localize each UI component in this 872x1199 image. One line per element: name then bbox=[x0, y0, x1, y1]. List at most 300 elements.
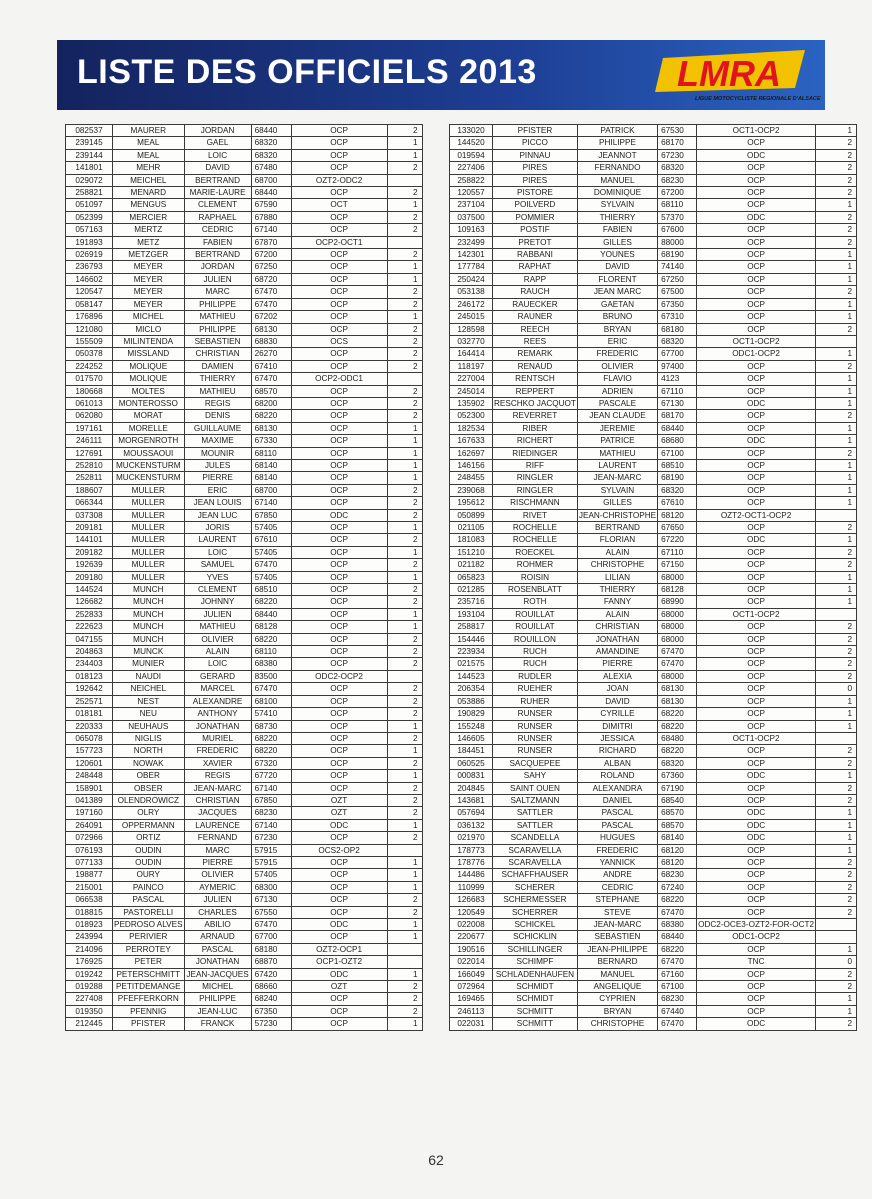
table-row bbox=[66, 683, 423, 695]
first-name-cell: FLORENT bbox=[577, 273, 657, 285]
first-name-cell: BERTRAND bbox=[577, 522, 657, 534]
table-row bbox=[450, 286, 857, 298]
function-code-cell: OCP bbox=[697, 497, 816, 509]
table-row bbox=[450, 224, 857, 236]
postal-code-cell: 68130 bbox=[658, 695, 697, 707]
postal-code-cell: 68570 bbox=[251, 385, 291, 397]
last-name-cell: RINGLER bbox=[493, 472, 578, 484]
postal-code-cell: 67470 bbox=[251, 298, 291, 310]
last-name-cell: SCHERRER bbox=[493, 906, 578, 918]
function-code-cell: OCP bbox=[291, 881, 387, 893]
license-number-cell: 135902 bbox=[450, 397, 493, 409]
postal-code-cell: 68170 bbox=[658, 410, 697, 422]
postal-code-cell: 67470 bbox=[658, 956, 697, 968]
last-name-cell: MORAT bbox=[113, 410, 185, 422]
postal-code-cell: 68440 bbox=[251, 187, 291, 199]
last-name-cell: RENTSCH bbox=[493, 373, 578, 385]
level-cell: 1 bbox=[387, 571, 422, 583]
level-cell: 1 bbox=[387, 819, 422, 831]
table-row bbox=[66, 236, 423, 248]
license-number-cell: 258817 bbox=[450, 621, 493, 633]
function-code-cell: ODC bbox=[697, 534, 816, 546]
level-cell: 2 bbox=[387, 807, 422, 819]
postal-code-cell: 67470 bbox=[251, 919, 291, 931]
last-name-cell: ROUILLAT bbox=[493, 608, 578, 620]
postal-code-cell: 68220 bbox=[251, 633, 291, 645]
table-row bbox=[450, 447, 857, 459]
lmra-logo bbox=[655, 48, 821, 104]
postal-code-cell: 68320 bbox=[658, 335, 697, 347]
level-cell: 2 bbox=[387, 348, 422, 360]
page-title: LISTE DES OFFICIELS 2013 bbox=[77, 53, 537, 91]
function-code-cell: OCP bbox=[291, 273, 387, 285]
license-number-cell: 222623 bbox=[66, 621, 113, 633]
level-cell: 2 bbox=[387, 993, 422, 1005]
function-code-cell: OCP bbox=[291, 894, 387, 906]
license-number-cell: 227406 bbox=[450, 162, 493, 174]
license-number-cell: 032770 bbox=[450, 335, 493, 347]
table-row bbox=[450, 236, 857, 248]
level-cell: 1 bbox=[387, 435, 422, 447]
license-number-cell: 250424 bbox=[450, 273, 493, 285]
postal-code-cell: 67700 bbox=[251, 931, 291, 943]
license-number-cell: 191893 bbox=[66, 236, 113, 248]
license-number-cell: 246113 bbox=[450, 1005, 493, 1017]
license-number-cell: 224252 bbox=[66, 360, 113, 372]
license-number-cell: 151210 bbox=[450, 546, 493, 558]
first-name-cell: ALEXANDRE bbox=[184, 695, 251, 707]
table-row bbox=[66, 646, 423, 658]
level-cell: 2 bbox=[816, 224, 857, 236]
license-number-cell: 128598 bbox=[450, 323, 493, 335]
table-row bbox=[450, 894, 857, 906]
postal-code-cell: 67230 bbox=[658, 149, 697, 161]
table-row bbox=[450, 1005, 857, 1017]
first-name-cell: FERNANDO bbox=[577, 162, 657, 174]
level-cell: 1 bbox=[387, 881, 422, 893]
level-cell: 2 bbox=[816, 447, 857, 459]
first-name-cell: JONATHAN bbox=[184, 720, 251, 732]
license-number-cell: 126682 bbox=[66, 596, 113, 608]
last-name-cell: SCHMIDT bbox=[493, 981, 578, 993]
last-name-cell: REVERRET bbox=[493, 410, 578, 422]
postal-code-cell: 67470 bbox=[251, 559, 291, 571]
table-row bbox=[66, 249, 423, 261]
last-name-cell: RUCH bbox=[493, 658, 578, 670]
first-name-cell: DAMIEN bbox=[184, 360, 251, 372]
last-name-cell: SCARAVELLA bbox=[493, 856, 578, 868]
license-number-cell: 066344 bbox=[66, 497, 113, 509]
first-name-cell: SEBASTIEN bbox=[184, 335, 251, 347]
level-cell: 2 bbox=[816, 522, 857, 534]
first-name-cell: ALEXANDRA bbox=[577, 782, 657, 794]
license-number-cell: 144524 bbox=[66, 584, 113, 596]
last-name-cell: POSTIF bbox=[493, 224, 578, 236]
postal-code-cell: 67160 bbox=[658, 968, 697, 980]
table-row bbox=[450, 956, 857, 968]
level-cell bbox=[387, 174, 422, 186]
last-name-cell: MILINTENDA bbox=[113, 335, 185, 347]
license-number-cell: 121080 bbox=[66, 323, 113, 335]
postal-code-cell: 67130 bbox=[251, 894, 291, 906]
function-code-cell: OCP bbox=[697, 633, 816, 645]
function-code-cell: OCP bbox=[291, 695, 387, 707]
postal-code-cell: 67550 bbox=[251, 906, 291, 918]
first-name-cell: CEDRIC bbox=[577, 881, 657, 893]
function-code-cell: OCP bbox=[697, 968, 816, 980]
table-row bbox=[450, 819, 857, 831]
function-code-cell: OZT bbox=[291, 981, 387, 993]
postal-code-cell: 68440 bbox=[251, 125, 291, 137]
function-code-cell: OCP bbox=[291, 608, 387, 620]
first-name-cell: MATHIEU bbox=[577, 447, 657, 459]
table-row bbox=[450, 534, 857, 546]
level-cell: 1 bbox=[816, 695, 857, 707]
function-code-cell: OCP bbox=[697, 323, 816, 335]
postal-code-cell: 67190 bbox=[658, 782, 697, 794]
license-number-cell: 072964 bbox=[450, 981, 493, 993]
first-name-cell: FLAVIO bbox=[577, 373, 657, 385]
level-cell: 1 bbox=[816, 199, 857, 211]
level-cell: 2 bbox=[387, 360, 422, 372]
license-number-cell: 197161 bbox=[66, 422, 113, 434]
level-cell: 1 bbox=[816, 832, 857, 844]
table-row bbox=[66, 633, 423, 645]
function-code-cell: ODC bbox=[697, 770, 816, 782]
license-number-cell: 264091 bbox=[66, 819, 113, 831]
function-code-cell: OCP bbox=[697, 745, 816, 757]
first-name-cell: STEVE bbox=[577, 906, 657, 918]
first-name-cell: JORIS bbox=[184, 522, 251, 534]
postal-code-cell: 68320 bbox=[251, 149, 291, 161]
postal-code-cell: 83500 bbox=[251, 670, 291, 682]
license-number-cell: 019350 bbox=[66, 1005, 113, 1017]
function-code-cell: OZT bbox=[291, 807, 387, 819]
first-name-cell: MARC bbox=[184, 286, 251, 298]
level-cell: 2 bbox=[387, 646, 422, 658]
last-name-cell: RAUCH bbox=[493, 286, 578, 298]
table-row bbox=[450, 844, 857, 856]
first-name-cell: FABIEN bbox=[577, 224, 657, 236]
table-row bbox=[450, 881, 857, 893]
license-number-cell: 000831 bbox=[450, 770, 493, 782]
first-name-cell: AMANDINE bbox=[577, 646, 657, 658]
level-cell: 1 bbox=[387, 311, 422, 323]
table-row bbox=[450, 373, 857, 385]
last-name-cell: ROCHELLE bbox=[493, 522, 578, 534]
function-code-cell: OCP bbox=[697, 224, 816, 236]
table-row bbox=[450, 261, 857, 273]
first-name-cell: PASCAL bbox=[577, 819, 657, 831]
license-number-cell: 239068 bbox=[450, 484, 493, 496]
table-row bbox=[66, 447, 423, 459]
level-cell: 2 bbox=[387, 162, 422, 174]
license-number-cell: 072966 bbox=[66, 832, 113, 844]
level-cell: 2 bbox=[387, 757, 422, 769]
function-code-cell: OCT1-OCP2 bbox=[697, 335, 816, 347]
postal-code-cell: 68540 bbox=[658, 794, 697, 806]
last-name-cell: MOLIQUE bbox=[113, 360, 185, 372]
postal-code-cell: 67870 bbox=[251, 236, 291, 248]
function-code-cell: OCP bbox=[291, 770, 387, 782]
table-row bbox=[450, 348, 857, 360]
license-number-cell: 058147 bbox=[66, 298, 113, 310]
postal-code-cell: 68440 bbox=[658, 931, 697, 943]
postal-code-cell: 68700 bbox=[251, 174, 291, 186]
postal-code-cell: 67610 bbox=[251, 534, 291, 546]
level-cell bbox=[816, 608, 857, 620]
table-row bbox=[66, 286, 423, 298]
postal-code-cell: 68130 bbox=[251, 323, 291, 335]
function-code-cell: ODC bbox=[291, 968, 387, 980]
table-row bbox=[66, 174, 423, 186]
last-name-cell: SCHERER bbox=[493, 881, 578, 893]
level-cell: 2 bbox=[387, 794, 422, 806]
postal-code-cell: 68700 bbox=[251, 484, 291, 496]
function-code-cell: OCT1-OCP2 bbox=[697, 125, 816, 137]
first-name-cell: ANTHONY bbox=[184, 708, 251, 720]
license-number-cell: 182534 bbox=[450, 422, 493, 434]
last-name-cell: SCANDELLA bbox=[493, 832, 578, 844]
level-cell: 1 bbox=[816, 472, 857, 484]
table-row bbox=[66, 422, 423, 434]
level-cell: 2 bbox=[816, 137, 857, 149]
postal-code-cell: 68130 bbox=[251, 422, 291, 434]
function-code-cell: OCP bbox=[697, 869, 816, 881]
last-name-cell: OLENDROWICZ bbox=[113, 794, 185, 806]
last-name-cell: ROHMER bbox=[493, 559, 578, 571]
postal-code-cell: 57370 bbox=[658, 211, 697, 223]
postal-code-cell: 68720 bbox=[251, 273, 291, 285]
license-number-cell: 022008 bbox=[450, 919, 493, 931]
function-code-cell: OZT2-OCP1 bbox=[291, 943, 387, 955]
postal-code-cell: 68000 bbox=[658, 670, 697, 682]
license-number-cell: 220333 bbox=[66, 720, 113, 732]
table-row bbox=[450, 273, 857, 285]
license-number-cell: 018123 bbox=[66, 670, 113, 682]
license-number-cell: 021105 bbox=[450, 522, 493, 534]
function-code-cell: OCP bbox=[697, 162, 816, 174]
first-name-cell: ARNAUD bbox=[184, 931, 251, 943]
function-code-cell: OCP2-OCT1 bbox=[291, 236, 387, 248]
license-number-cell: 057163 bbox=[66, 224, 113, 236]
first-name-cell: JOAN bbox=[577, 683, 657, 695]
table-row bbox=[66, 968, 423, 980]
first-name-cell: BERNARD bbox=[577, 956, 657, 968]
function-code-cell: ODC bbox=[291, 509, 387, 521]
function-code-cell: ODC bbox=[697, 435, 816, 447]
license-number-cell: 252571 bbox=[66, 695, 113, 707]
last-name-cell: ORTIZ bbox=[113, 832, 185, 844]
last-name-cell: PERROTEY bbox=[113, 943, 185, 955]
table-row bbox=[66, 596, 423, 608]
last-name-cell: MULLER bbox=[113, 559, 185, 571]
table-row bbox=[450, 422, 857, 434]
function-code-cell: OCP bbox=[697, 1005, 816, 1017]
level-cell: 1 bbox=[816, 943, 857, 955]
last-name-cell: MICLO bbox=[113, 323, 185, 335]
last-name-cell: PIRES bbox=[493, 162, 578, 174]
license-number-cell: 248455 bbox=[450, 472, 493, 484]
postal-code-cell: 67140 bbox=[251, 782, 291, 794]
last-name-cell: MUNCH bbox=[113, 596, 185, 608]
license-number-cell: 184451 bbox=[450, 745, 493, 757]
postal-code-cell: 67470 bbox=[251, 683, 291, 695]
license-number-cell: 050378 bbox=[66, 348, 113, 360]
postal-code-cell: 68300 bbox=[251, 881, 291, 893]
license-number-cell: 239145 bbox=[66, 137, 113, 149]
last-name-cell: POMMIER bbox=[493, 211, 578, 223]
license-number-cell: 142301 bbox=[450, 249, 493, 261]
table-row bbox=[66, 397, 423, 409]
first-name-cell: MANUEL bbox=[577, 174, 657, 186]
last-name-cell: RIBER bbox=[493, 422, 578, 434]
table-row bbox=[450, 745, 857, 757]
function-code-cell: OCP bbox=[291, 410, 387, 422]
license-number-cell: 037308 bbox=[66, 509, 113, 521]
table-row bbox=[66, 199, 423, 211]
postal-code-cell: 68180 bbox=[251, 943, 291, 955]
first-name-cell: DANIEL bbox=[577, 794, 657, 806]
last-name-cell: MULLER bbox=[113, 571, 185, 583]
postal-code-cell: 57405 bbox=[251, 522, 291, 534]
level-cell: 2 bbox=[816, 633, 857, 645]
first-name-cell: JORDAN bbox=[184, 261, 251, 273]
function-code-cell: OCP bbox=[697, 584, 816, 596]
last-name-cell: MUNIER bbox=[113, 658, 185, 670]
last-name-cell: SCHICKEL bbox=[493, 919, 578, 931]
license-number-cell: 248448 bbox=[66, 770, 113, 782]
license-number-cell: 181083 bbox=[450, 534, 493, 546]
last-name-cell: RUEHER bbox=[493, 683, 578, 695]
postal-code-cell: 68220 bbox=[658, 745, 697, 757]
first-name-cell: CHRISTIAN bbox=[184, 348, 251, 360]
last-name-cell: PEDROSO ALVES bbox=[114, 920, 183, 929]
level-cell: 2 bbox=[387, 397, 422, 409]
postal-code-cell: 67420 bbox=[251, 968, 291, 980]
postal-code-cell: 67480 bbox=[251, 162, 291, 174]
postal-code-cell: 67250 bbox=[251, 261, 291, 273]
postal-code-cell: 67100 bbox=[658, 981, 697, 993]
last-name-cell: ROISIN bbox=[493, 571, 578, 583]
table-row bbox=[450, 968, 857, 980]
postal-code-cell: 57915 bbox=[251, 856, 291, 868]
first-name-cell: LAURENT bbox=[577, 459, 657, 471]
first-name-cell: BRYAN bbox=[577, 323, 657, 335]
license-number-cell: 053886 bbox=[450, 695, 493, 707]
function-code-cell: OCP bbox=[291, 621, 387, 633]
level-cell: 1 bbox=[816, 397, 857, 409]
last-name-cell: PFENNIG bbox=[113, 1005, 185, 1017]
license-number-cell: 192642 bbox=[66, 683, 113, 695]
license-number-cell: 212445 bbox=[66, 1018, 113, 1030]
level-cell: 2 bbox=[816, 894, 857, 906]
postal-code-cell: 68220 bbox=[251, 410, 291, 422]
level-cell: 2 bbox=[816, 670, 857, 682]
function-code-cell: OCP bbox=[291, 596, 387, 608]
first-name-cell: REGIS bbox=[184, 770, 251, 782]
level-cell: 1 bbox=[816, 534, 857, 546]
table-row bbox=[66, 1018, 423, 1030]
level-cell: 2 bbox=[816, 906, 857, 918]
level-cell: 1 bbox=[816, 385, 857, 397]
postal-code-cell: 68120 bbox=[658, 856, 697, 868]
function-code-cell: OCP bbox=[697, 546, 816, 558]
level-cell: 1 bbox=[387, 546, 422, 558]
table-row bbox=[66, 571, 423, 583]
last-name-cell: MERTZ bbox=[113, 224, 185, 236]
last-name-cell: SCHIMPF bbox=[493, 956, 578, 968]
postal-code-cell: 68660 bbox=[251, 981, 291, 993]
level-cell: 2 bbox=[816, 559, 857, 571]
level-cell: 2 bbox=[816, 360, 857, 372]
first-name-cell: LAURENCE bbox=[184, 819, 251, 831]
function-code-cell: OCP bbox=[291, 187, 387, 199]
level-cell: 2 bbox=[387, 894, 422, 906]
level-cell: 2 bbox=[816, 881, 857, 893]
function-code-cell: OZT bbox=[291, 794, 387, 806]
last-name-cell: PASTORELLI bbox=[113, 906, 185, 918]
license-number-cell: 190516 bbox=[450, 943, 493, 955]
table-row bbox=[66, 658, 423, 670]
level-cell: 1 bbox=[387, 422, 422, 434]
postal-code-cell: 68128 bbox=[251, 621, 291, 633]
table-row bbox=[66, 956, 423, 968]
function-code-cell: OCP bbox=[697, 360, 816, 372]
table-row bbox=[66, 410, 423, 422]
function-code-cell: OCP bbox=[291, 162, 387, 174]
level-cell: 1 bbox=[387, 137, 422, 149]
level-cell: 2 bbox=[387, 211, 422, 223]
first-name-cell: ERIC bbox=[184, 484, 251, 496]
license-number-cell: 169465 bbox=[450, 993, 493, 1005]
table-row bbox=[450, 633, 857, 645]
level-cell: 1 bbox=[387, 919, 422, 931]
table-row bbox=[450, 472, 857, 484]
table-row bbox=[66, 584, 423, 596]
first-name-cell: DIMITRI bbox=[577, 720, 657, 732]
license-number-cell: 146605 bbox=[450, 732, 493, 744]
first-name-cell: JESSICA bbox=[577, 732, 657, 744]
license-number-cell: 120557 bbox=[450, 187, 493, 199]
last-name-cell: RENAUD bbox=[493, 360, 578, 372]
first-name-cell: JEAN CLAUDE bbox=[577, 410, 657, 422]
last-name-cell: REECH bbox=[493, 323, 578, 335]
last-name-cell: MOLIQUE bbox=[113, 373, 185, 385]
last-name-cell: RIFF bbox=[493, 459, 578, 471]
level-cell: 2 bbox=[387, 286, 422, 298]
last-name-cell: OURY bbox=[113, 869, 185, 881]
license-number-cell: 021970 bbox=[450, 832, 493, 844]
first-name-cell: CLEMENT bbox=[184, 199, 251, 211]
last-name-cell: RUDLER bbox=[493, 670, 578, 682]
table-row bbox=[450, 125, 857, 137]
level-cell: 2 bbox=[387, 249, 422, 261]
postal-code-cell: 67470 bbox=[251, 373, 291, 385]
postal-code-cell: 68320 bbox=[658, 757, 697, 769]
license-number-cell: 227408 bbox=[66, 993, 113, 1005]
last-name-cell: MEAL bbox=[113, 149, 185, 161]
table-row bbox=[66, 261, 423, 273]
license-number-cell: 019288 bbox=[66, 981, 113, 993]
table-row bbox=[450, 608, 857, 620]
level-cell: 2 bbox=[387, 633, 422, 645]
license-number-cell: 041389 bbox=[66, 794, 113, 806]
function-code-cell: OCT1-OCP2 bbox=[697, 732, 816, 744]
last-name-cell: NEU bbox=[113, 708, 185, 720]
postal-code-cell: 67100 bbox=[658, 447, 697, 459]
level-cell: 2 bbox=[816, 149, 857, 161]
